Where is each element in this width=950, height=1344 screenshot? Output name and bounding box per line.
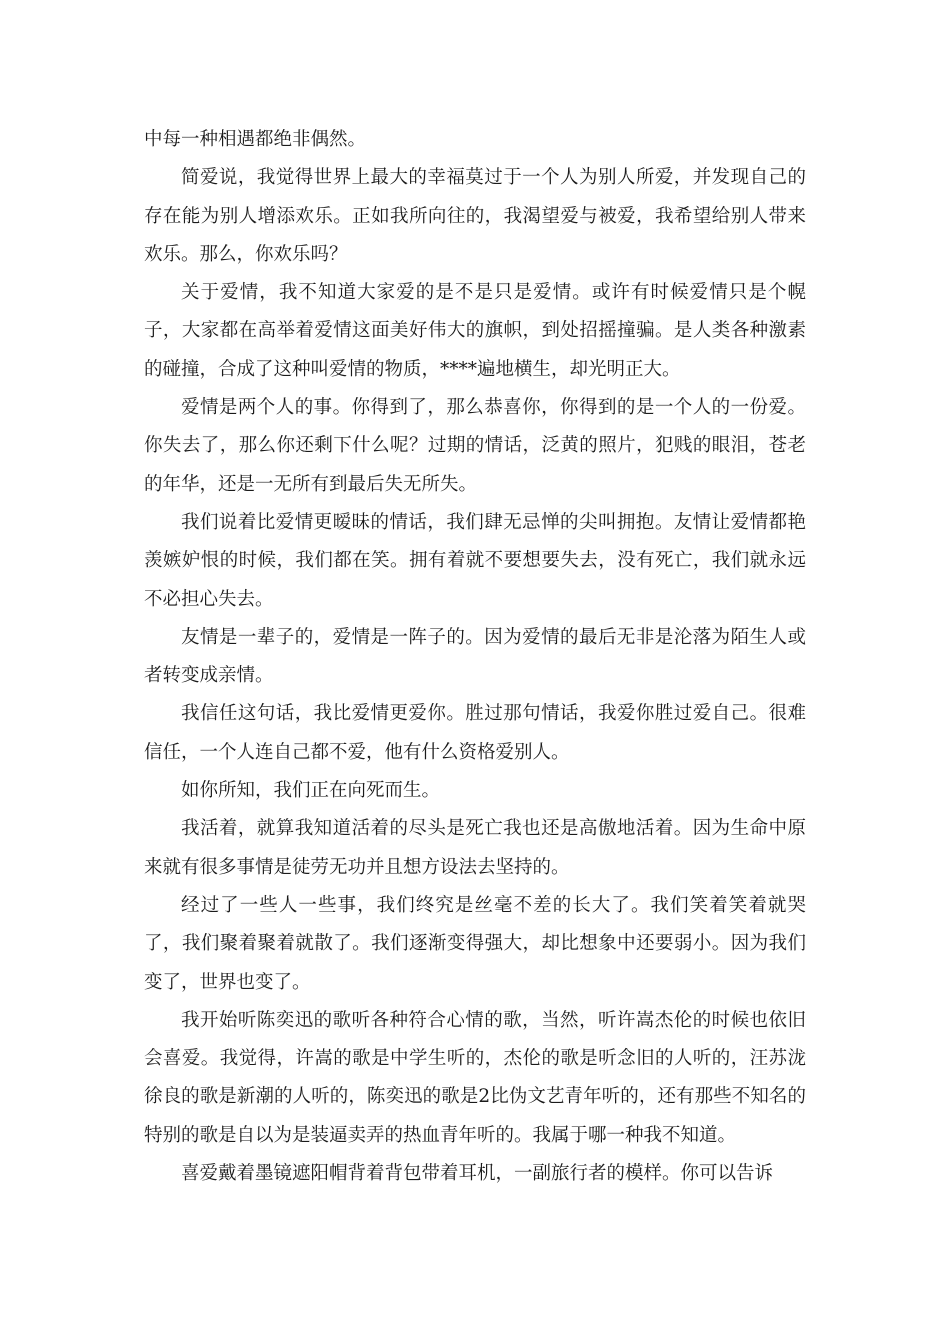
paragraph: 友情是一辈子的，爱情是一阵子的。因为爱情的最后无非是沦落为陌生人或者转变成亲情。 bbox=[144, 626, 806, 687]
paragraph: 我信任这句话，我比爱情更爱你。胜过那句情话，我爱你胜过爱自己。很难信任，一个人连自己都不爱，他有什么资格爱别人。 bbox=[144, 703, 806, 763]
paragraph: 我开始听陈奕迅的歌听各种符合心情的歌，当然，听许嵩杰伦的时候也依旧会喜爱。我觉得，许嵩的歌是中学生听的，杰伦的歌是听念旧的人听的，汪苏泷徐良的歌是新潮的人听的，陈奕迅的歌是2比伪文艺青年听的，还有那些不知名的特别的歌是自以为是装逼卖弄的热血青年听的。我属于哪一种我不知道。 bbox=[144, 1009, 806, 1146]
paragraph: 如你所知，我们正在向死而生。 bbox=[181, 780, 441, 802]
paragraph: 喜爱戴着墨镜遮阳帽背着背包带着耳机，一副旅行者的模样。你可以告诉 bbox=[181, 1163, 774, 1185]
paragraph: 爱情是两个人的事。你得到了，那么恭喜你，你得到的是一个人的一份爱。你失去了，那么你还剩下什么呢？过期的情话，泛黄的照片，犯贱的眼泪，苍老的年华，还是一无所有到最后失无所失。 bbox=[144, 397, 806, 495]
paragraph: 经过了一些人一些事，我们终究是丝毫不差的长大了。我们笑着笑着就哭了，我们聚着聚着就散了。我们逐渐变得强大，却比想象中还要弱小。因为我们变了，世界也变了。 bbox=[144, 894, 806, 993]
paragraph: 简爱说，我觉得世界上最大的幸福莫过于一个人为别人所爱，并发现自己的存在能为别人增添欢乐。正如我所向往的，我渴望爱与被爱，我希望给别人带来欢乐。那么，你欢乐吗？ bbox=[144, 167, 806, 265]
paragraph: 我活着，就算我知道活着的尽头是死亡我也还是高傲地活着。因为生命中原来就有很多事情是徒劳无功并且想方设法去坚持的。 bbox=[144, 818, 806, 878]
paragraph: 我们说着比爱情更暧昧的情话，我们肆无忌惮的尖叫拥抱。友情让爱情都艳羡嫉妒恨的时候，我们都在笑。拥有着就不要想要失去，没有死亡，我们就永远不必担心失去。 bbox=[144, 511, 806, 610]
paragraph: 关于爱情，我不知道大家爱的是不是只是爱情。或许有时候爱情只是个幌子，大家都在高举着爱情这面美好伟大的旗帜，到处招摇撞骗。是人类各种激素的碰撞，合成了这种叫爱情的物质，****遍地横生，却光明正大。 bbox=[144, 282, 806, 380]
document-body bbox=[144, 121, 806, 1193]
paragraph-continued: 中每一种相遇都绝非偶然。 bbox=[144, 129, 367, 150]
